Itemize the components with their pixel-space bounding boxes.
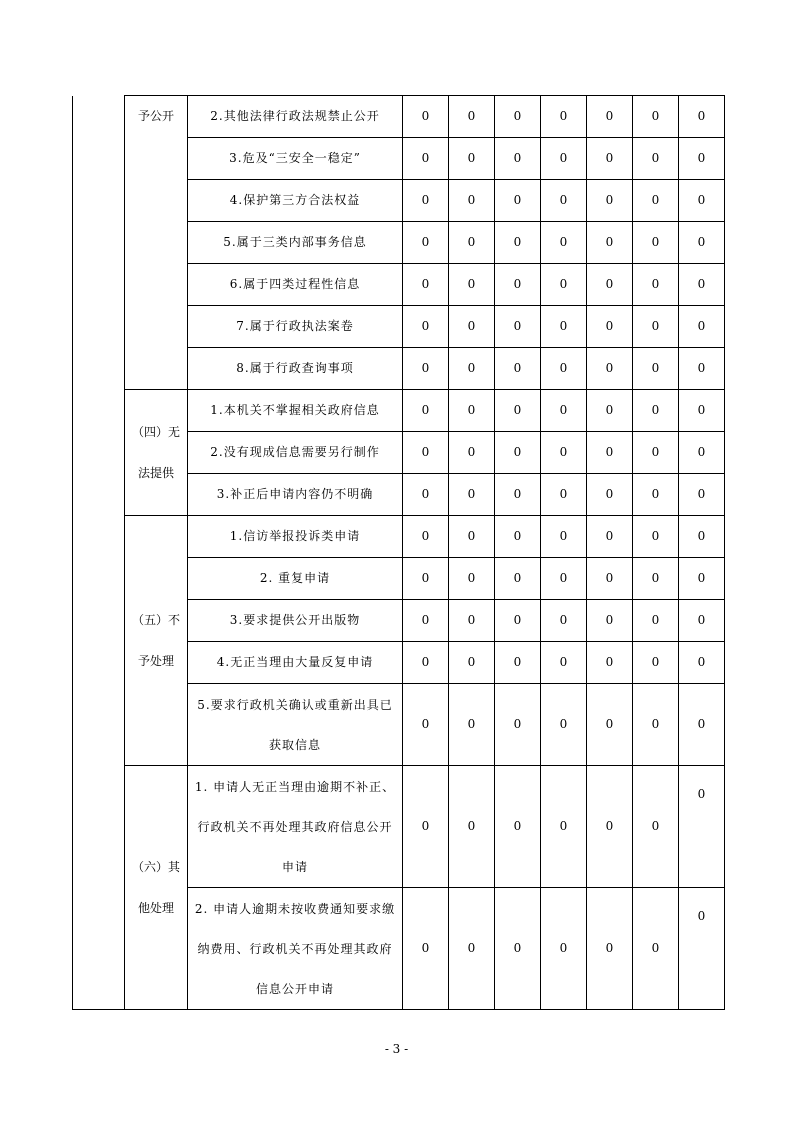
value-cell: 0: [403, 390, 449, 432]
value-cell: 0: [449, 390, 495, 432]
value-cell: 0: [633, 138, 679, 180]
value-cell: 0: [633, 264, 679, 306]
value-cell: 0: [633, 222, 679, 264]
value-cell: 0: [403, 474, 449, 516]
value-cell: 0: [679, 180, 725, 222]
group-label-g6: （六）其他处理: [125, 766, 188, 1010]
value-cell: 0: [403, 684, 449, 766]
value-cell: 0: [633, 516, 679, 558]
value-cell: 0: [403, 888, 449, 1010]
row-label: 2.其他法律行政法规禁止公开: [188, 96, 403, 138]
value-cell: 0: [587, 180, 633, 222]
value-cell: 0: [449, 264, 495, 306]
row-label: 1.信访举报投诉类申请: [188, 516, 403, 558]
value-cell: 0: [403, 642, 449, 684]
value-cell: 0: [587, 390, 633, 432]
value-cell: 0: [679, 264, 725, 306]
value-cell: 0: [403, 138, 449, 180]
group-label-g5: （五）不予处理: [125, 516, 188, 766]
value-cell: 0: [633, 348, 679, 390]
row-label: 2.没有现成信息需要另行制作: [188, 432, 403, 474]
value-cell: 0: [679, 390, 725, 432]
value-cell: 0: [495, 390, 541, 432]
row-label: 3.补正后申请内容仍不明确: [188, 474, 403, 516]
row-label: 3.要求提供公开出版物: [188, 600, 403, 642]
table-row: [73, 390, 725, 432]
value-cell: 0: [679, 684, 725, 766]
row-label: 4.无正当理由大量反复申请: [188, 642, 403, 684]
value-cell: 0: [587, 684, 633, 766]
value-cell: 0: [587, 516, 633, 558]
table-row: [73, 516, 725, 558]
value-cell: 0: [449, 766, 495, 888]
value-cell: 0: [633, 306, 679, 348]
value-cell: 0: [633, 180, 679, 222]
value-cell: 0: [633, 390, 679, 432]
value-cell: 0: [679, 306, 725, 348]
value-cell: 0: [541, 600, 587, 642]
value-cell: 0: [449, 306, 495, 348]
value-cell: 0: [633, 766, 679, 888]
value-cell: 0: [633, 96, 679, 138]
value-cell: 0: [541, 642, 587, 684]
value-cell: 0: [679, 138, 725, 180]
value-cell: 0: [495, 600, 541, 642]
value-cell: 0: [587, 888, 633, 1010]
value-cell: 0: [587, 222, 633, 264]
row-label: 2. 申请人逾期未按收费通知要求缴纳费用、行政机关不再处理其政府信息公开申请: [188, 888, 403, 1010]
value-cell: 0: [587, 306, 633, 348]
value-cell: 0: [449, 474, 495, 516]
value-cell: 0: [541, 138, 587, 180]
row-label: 4.保护第三方合法权益: [188, 180, 403, 222]
row-label: 2. 重复申请: [188, 558, 403, 600]
value-cell: 0: [495, 222, 541, 264]
value-cell: 0: [495, 348, 541, 390]
value-cell: 0: [403, 348, 449, 390]
row-label: 5.要求行政机关确认或重新出具已获取信息: [188, 684, 403, 766]
value-cell: 0: [679, 766, 725, 888]
row-label: 6.属于四类过程性信息: [188, 264, 403, 306]
value-cell: 0: [541, 306, 587, 348]
value-cell: 0: [679, 600, 725, 642]
value-cell: 0: [449, 600, 495, 642]
value-cell: 0: [679, 432, 725, 474]
value-cell: 0: [587, 264, 633, 306]
table-row: [73, 766, 725, 888]
value-cell: 0: [403, 264, 449, 306]
value-cell: 0: [495, 306, 541, 348]
row-label: 1. 申请人无正当理由逾期不补正、行政机关不再处理其政府信息公开申请: [188, 766, 403, 888]
value-cell: 0: [679, 516, 725, 558]
value-cell: 0: [495, 138, 541, 180]
row-label: 1.本机关不掌握相关政府信息: [188, 390, 403, 432]
value-cell: 0: [449, 348, 495, 390]
value-cell: 0: [449, 684, 495, 766]
value-cell: 0: [587, 558, 633, 600]
value-cell: 0: [541, 222, 587, 264]
value-cell: 0: [633, 642, 679, 684]
value-cell: 0: [587, 642, 633, 684]
value-cell: 0: [403, 432, 449, 474]
page-number: - 3 -: [384, 1042, 409, 1056]
value-cell: 0: [403, 600, 449, 642]
value-cell: 0: [403, 180, 449, 222]
row-label: 5.属于三类内部事务信息: [188, 222, 403, 264]
value-cell: 0: [541, 264, 587, 306]
category-cell: [73, 96, 125, 1010]
value-cell: 0: [449, 558, 495, 600]
value-cell: 0: [403, 222, 449, 264]
value-cell: 0: [449, 642, 495, 684]
value-cell: 0: [587, 348, 633, 390]
value-cell: 0: [449, 138, 495, 180]
row-label: 8.属于行政查询事项: [188, 348, 403, 390]
value-cell: 0: [403, 96, 449, 138]
value-cell: 0: [449, 180, 495, 222]
value-cell: 0: [495, 432, 541, 474]
value-cell: 0: [449, 888, 495, 1010]
value-cell: 0: [495, 888, 541, 1010]
value-cell: 0: [587, 600, 633, 642]
row-label: 7.属于行政执法案卷: [188, 306, 403, 348]
value-cell: 0: [403, 306, 449, 348]
value-cell: 0: [495, 766, 541, 888]
value-cell: 0: [541, 390, 587, 432]
value-cell: 0: [633, 558, 679, 600]
value-cell: 0: [679, 348, 725, 390]
value-cell: 0: [541, 348, 587, 390]
value-cell: 0: [495, 264, 541, 306]
value-cell: 0: [633, 600, 679, 642]
group-label-g4: （四）无法提供: [125, 390, 188, 516]
value-cell: 0: [449, 222, 495, 264]
value-cell: 0: [679, 96, 725, 138]
value-cell: 0: [495, 642, 541, 684]
value-cell: 0: [633, 432, 679, 474]
value-cell: 0: [679, 222, 725, 264]
row-label: 3.危及“三安全一稳定”: [188, 138, 403, 180]
group-label-g3: 予公开: [125, 96, 188, 390]
value-cell: 0: [541, 766, 587, 888]
value-cell: 0: [633, 474, 679, 516]
value-cell: 0: [541, 432, 587, 474]
value-cell: 0: [587, 138, 633, 180]
value-cell: 0: [495, 516, 541, 558]
value-cell: 0: [495, 180, 541, 222]
value-cell: 0: [449, 432, 495, 474]
value-cell: 0: [541, 96, 587, 138]
table-row: [73, 96, 725, 138]
value-cell: 0: [587, 96, 633, 138]
value-cell: 0: [679, 642, 725, 684]
value-cell: 0: [495, 474, 541, 516]
value-cell: 0: [403, 516, 449, 558]
value-cell: 0: [587, 766, 633, 888]
value-cell: 0: [679, 558, 725, 600]
value-cell: 0: [449, 96, 495, 138]
value-cell: 0: [449, 516, 495, 558]
value-cell: 0: [541, 474, 587, 516]
value-cell: 0: [541, 558, 587, 600]
value-cell: 0: [541, 888, 587, 1010]
value-cell: 0: [541, 684, 587, 766]
value-cell: 0: [587, 474, 633, 516]
value-cell: 0: [633, 684, 679, 766]
value-cell: 0: [679, 474, 725, 516]
value-cell: 0: [587, 432, 633, 474]
value-cell: 0: [403, 558, 449, 600]
statistics-table: [72, 95, 725, 1010]
value-cell: 0: [541, 516, 587, 558]
value-cell: 0: [495, 96, 541, 138]
value-cell: 0: [403, 766, 449, 888]
value-cell: 0: [633, 888, 679, 1010]
value-cell: 0: [679, 888, 725, 1010]
value-cell: 0: [495, 684, 541, 766]
value-cell: 0: [541, 180, 587, 222]
value-cell: 0: [495, 558, 541, 600]
